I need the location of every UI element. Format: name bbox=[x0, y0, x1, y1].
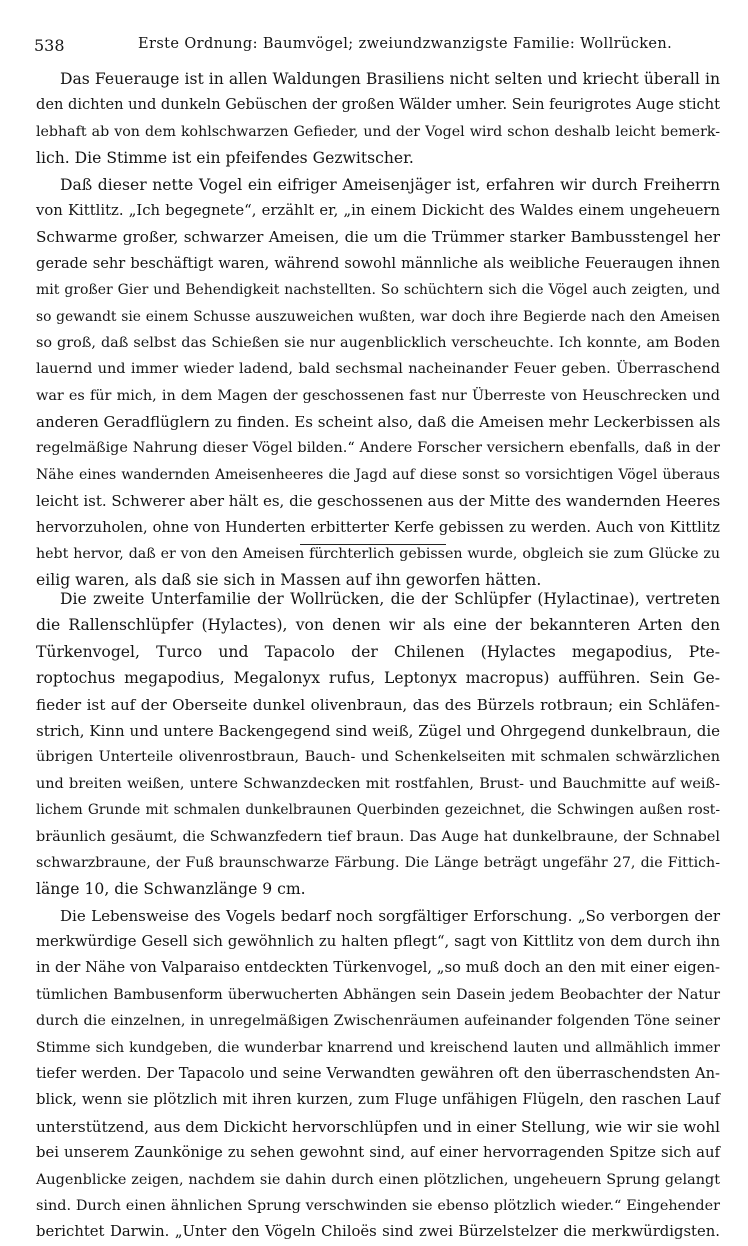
text-line: Das Feuerauge ist in allen Waldungen Brasiliens nicht selten und kriecht überall in bbox=[60, 70, 720, 88]
text-line: Daß dieser nette Vogel ein eifriger Ameisenjäger ist, erfahren wir durch Freiherrn bbox=[60, 175, 720, 194]
text-line: anderen Geradflüglern zu finden. Es scheint also, daß die Ameisen mehr Leckerbissen als bbox=[36, 413, 721, 432]
text-line: berichtet Darwin. „Unter den Vögeln Chiloës sind zwei Bürzelstelzer die merkwürdigsten. bbox=[36, 1223, 720, 1241]
text-line: Die Lebensweise des Vogels bedarf noch sorgfältiger Erforschung. „So verborgen der bbox=[60, 906, 720, 925]
text-line: in der Nähe von Valparaiso entdeckten Türkenvogel, „so muß doch an den mit einer eigen- bbox=[36, 959, 720, 977]
running-title: Erste Ordnung: Baumvögel; zweiundzwanzigste Familie: Wollrücken. bbox=[138, 36, 673, 52]
text-line: eilig waren, als daß sie sich in Massen auf ihn geworfen hätten. bbox=[36, 571, 542, 590]
text-line: fieder ist auf der Oberseite dunkel olivenbraun, das des Bürzels rotbraun; ein Schläfen- bbox=[36, 695, 720, 714]
text-line: lebhaft ab von dem kohlschwarzen Gefieder, und der Vogel wird schon deshalb leicht bemerk- bbox=[36, 123, 720, 140]
text-section-feuerauge bbox=[36, 66, 720, 594]
text-line: so gewandt sie einem Schusse auszuweichen wußten, war doch ihre Begierde nach den Ameisen bbox=[36, 308, 720, 325]
text-line: mit großer Gier und Behendigkeit nachstellten. So schüchtern sich die Vögel auch zeigten, und bbox=[36, 282, 720, 299]
text-line: roptochus megapodius, Megalonyx rufus, Leptonyx macropus) aufführen. Sein Ge- bbox=[36, 669, 720, 688]
text-line: tümlichen Bambusenform überwucherten Abhängen sein Dasein jedem Beobachter der Natur bbox=[36, 986, 720, 1003]
text-line: regelmäßige Nahrung dieser Vögel bilden.“ Andere Forscher versichern ebenfalls, daß in der bbox=[36, 440, 720, 457]
text-line: lich. Die Stimme ist ein pfeifendes Gezwitscher. bbox=[36, 149, 414, 168]
text-line: übrigen Unterteile olivenrostbraun, Bauch- und Schenkelseiten mit schmalen schwärzlichen bbox=[36, 749, 720, 766]
text-line: Nähe eines wandernden Ameisenheeres die Jagd auf diese sonst so vorsichtigen Vögel überaus bbox=[36, 466, 720, 483]
page-header bbox=[34, 30, 726, 58]
text-line: blick, wenn sie plötzlich mit ihren kurzen, zum Fluge unfähigen Flügeln, den raschen Lauf bbox=[36, 1091, 720, 1109]
text-line: lauernd und immer wieder ladend, bald sechsmal nacheinander Feuer geben. Überraschend bbox=[36, 361, 720, 378]
text-line: tiefer werden. Der Tapacolo und seine Verwandten gewähren oft den überraschendsten An- bbox=[36, 1065, 720, 1083]
text-line: lichem Grunde mit schmalen dunkelbraunen Querbinden gezeichnet, die Schwingen außen rost- bbox=[36, 802, 720, 819]
text-line: Türkenvogel, Turco und Tapacolo der Chilenen (Hylactes megapodius, Pte- bbox=[36, 642, 720, 661]
text-line: den dichten und dunkeln Gebüschen der großen Wälder umher. Sein feurigrotes Auge sticht bbox=[36, 96, 720, 114]
text-line: bei unserem Zaunkönige zu sehen gewohnt sind, auf einer hervorragenden Spitze sich auf bbox=[36, 1144, 720, 1162]
text-line: hervorzuholen, ohne von Hunderten erbitterter Kerfe gebissen zu werden. Auch von Kittlitz bbox=[36, 518, 720, 536]
page-number: 538 bbox=[34, 36, 65, 55]
text-line: leicht ist. Schwerer aber hält es, die geschossenen aus der Mitte des wandernden Heeres bbox=[36, 492, 721, 511]
text-line: bräunlich gesäumt, die Schwanzfedern tief braun. Das Auge hat dunkelbraune, der Schnabel bbox=[36, 828, 720, 845]
text-line: unterstützend, aus dem Dickicht hervorschlüpfen und in einer Stellung, wie wir sie wohl bbox=[36, 1117, 721, 1136]
text-line: schwarzbraune, der Fuß braunschwarze Färbung. Die Länge beträgt ungefähr 27, die Fittich- bbox=[36, 854, 720, 871]
text-line: Die zweite Unterfamilie der Wollrücken, die der Schlüpfer (Hylactinae), vertreten bbox=[60, 590, 720, 608]
text-section-schluepfer bbox=[36, 586, 720, 1246]
text-line: und breiten weißen, untere Schwanzdecken mit rostfahlen, Brust- und Bauchmitte auf weiß- bbox=[36, 775, 720, 792]
text-line: länge 10, die Schwanzlänge 9 cm. bbox=[36, 880, 306, 899]
text-line: von Kittlitz. „Ich begegnete“, erzählt er, „in einem Dickicht des Waldes einem ungeheuern bbox=[36, 201, 720, 219]
text-line: sind. Durch einen ähnlichen Sprung verschwinden sie ebenso plötzlich wieder.“ Eingehender bbox=[36, 1197, 720, 1214]
text-line: die Rallenschlüpfer (Hylactes), von denen wir als eine der bekannteren Arten den bbox=[36, 616, 720, 635]
text-line: durch die einzelnen, in unregelmäßigen Zwischenräumen aufeinander folgenden Töne seiner bbox=[36, 1013, 720, 1030]
text-line: hebt hervor, daß er von den Ameisen fürchterlich gebissen wurde, obgleich sie zum Glücke zu bbox=[36, 546, 720, 563]
text-line: Schwarme großer, schwarzer Ameisen, die um die Trümmer starker Bambusstengel her bbox=[36, 228, 720, 247]
text-line: war es für mich, in dem Magen der geschossenen fast nur Überreste von Heuschrecken und bbox=[36, 387, 720, 404]
section-divider bbox=[300, 544, 446, 545]
text-line: gerade sehr beschäftigt waren, während sowohl männliche als weibliche Feueraugen ihnen bbox=[36, 254, 720, 272]
text-line: strich, Kinn und untere Backengegend sind weiß, Zügel und Ohrgegend dunkelbraun, die bbox=[36, 721, 720, 740]
text-line: merkwürdige Gesell sich gewöhnlich zu halten pflegt“, sagt von Kittlitz von dem durch ihn bbox=[36, 933, 720, 951]
text-line: so groß, daß selbst das Schießen sie nur augenblicklich verscheuchte. Ich konnte, am Boden bbox=[36, 334, 720, 351]
text-line: Stimme sich kundgeben, die wunderbar knarrend und kreischend lauten und allmählich immer bbox=[36, 1039, 720, 1056]
text-line: Augenblicke zeigen, nachdem sie dahin durch einen plötzlichen, ungeheuern Sprung gelangt bbox=[36, 1171, 720, 1188]
